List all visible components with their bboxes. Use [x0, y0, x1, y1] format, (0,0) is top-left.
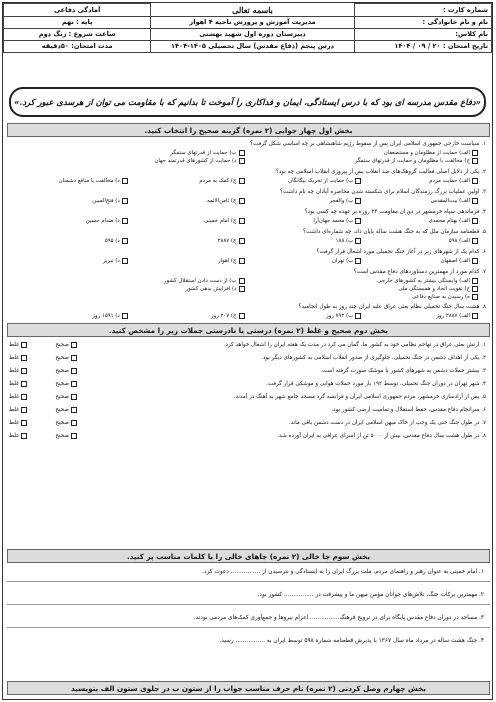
- option[interactable]: [128, 177, 245, 185]
- option-label: ج) امام خمینی: [203, 218, 237, 224]
- option[interactable]: [245, 285, 479, 293]
- option-label: الف) بهنام محمدی: [428, 218, 470, 224]
- option-label: د) صدام حسین: [85, 218, 120, 224]
- section-3-title: بخش سوم جا خالی (۲ نمره) جاهای خالی را با کلمات مناسب پر کنید.: [7, 549, 490, 563]
- option[interactable]: [361, 312, 478, 320]
- checkbox-icon[interactable]: [355, 178, 361, 184]
- false-option[interactable]: [9, 367, 27, 376]
- checkbox-icon[interactable]: [122, 258, 128, 264]
- bismillah: باسمه تعالی: [232, 4, 273, 15]
- option[interactable]: [361, 177, 478, 185]
- checkbox-icon[interactable]: [355, 258, 361, 264]
- false-option[interactable]: [9, 354, 27, 363]
- checkbox-icon[interactable]: [71, 420, 77, 426]
- statement: ۱. ارتش بعثی عراق در تهاجم نظامی خود به کشور ما، گمان می کرد در مدت یک هفته ایران را اشغال خواهد کرد.: [223, 342, 486, 348]
- option-label: الف) وابستگی بیشتر به کشورهای خارجی: [377, 278, 470, 284]
- school-name: دبیرستان دوره اول شهید بهشتی: [151, 28, 354, 40]
- checkbox-icon[interactable]: [239, 198, 245, 204]
- option-label: الف) حمایت از مظلومان و مستضعفان: [383, 150, 470, 156]
- statement: ۳. بیشتر حملات دشمن به شهرهای کشور با موشک صورت گرفته است.: [320, 368, 486, 374]
- checkbox-icon[interactable]: [472, 150, 478, 156]
- option-label: د) فتح‌المبین: [92, 198, 120, 204]
- option[interactable]: [11, 217, 128, 225]
- option[interactable]: [245, 237, 362, 245]
- option[interactable]: [128, 257, 245, 265]
- checkbox-icon[interactable]: [71, 394, 77, 400]
- checkbox-icon[interactable]: [122, 218, 128, 224]
- option[interactable]: [128, 197, 245, 205]
- checkbox-icon[interactable]: [71, 433, 77, 439]
- question-7-options-row-1: [11, 277, 478, 285]
- option-label: ج) کمک به مردم: [199, 178, 237, 184]
- option[interactable]: [11, 149, 245, 157]
- section-1-title: بخش اول چهار جوابی (۲ نمره) گزینه صحیح را انتخاب کنید.: [7, 123, 490, 137]
- true-false-row: [9, 419, 486, 428]
- checkbox-icon[interactable]: [239, 178, 245, 184]
- option-label: ب) از دست دادن استقلال کشور: [163, 278, 237, 284]
- student-name-label: نام و نام خانوادگی :: [354, 16, 491, 28]
- exam-date: [354, 40, 491, 52]
- option-label: ج) اهواز: [217, 258, 237, 264]
- statement: ۲. یکی از اهداف دشمن در جنگ تحمیلی، جلوگیری از صدور انقلاب اسلامی به کشورهای دیگر بود.: [261, 355, 486, 361]
- true-false-choices: [9, 354, 77, 363]
- option[interactable]: [11, 257, 128, 265]
- question-5-options: [11, 237, 478, 245]
- question-5: ۵. قطعنامه سازمان ملل که به جنگ هشت ساله پایان داد، چه شماره‌ای داشت؟: [303, 229, 486, 235]
- false-label: غلط: [9, 433, 20, 439]
- question-8-options: [11, 312, 478, 320]
- grade-level: پایه : نهم: [4, 16, 151, 28]
- option-label: الف) ۲۸۸۷ روز: [436, 313, 470, 319]
- true-option[interactable]: [55, 406, 77, 415]
- option-label: ب) ۷۹۲ روز: [326, 313, 354, 319]
- divider: [7, 627, 490, 628]
- checkbox-icon[interactable]: [239, 150, 245, 156]
- false-label: غلط: [9, 394, 20, 400]
- section-4-title: بخش چهارم وصل کردنی (۲ نمره) نام حرف مناسب جواب را از ستون ب در جلوی ستون الف بنویسید: [7, 681, 490, 695]
- divider: [7, 604, 490, 605]
- checkbox-icon[interactable]: [472, 286, 478, 292]
- question-3: ۳. اولین عملیات بزرگ رزمندگان اسلام برای شکسته شدن محاصره آبادان چه نام داشت؟: [280, 189, 486, 195]
- checkbox-icon[interactable]: [122, 198, 128, 204]
- option[interactable]: [11, 157, 245, 165]
- option-label: الف) بیت‌المقدس: [430, 198, 470, 204]
- true-label: صحیح: [55, 381, 69, 387]
- true-false-choices: [9, 432, 77, 441]
- question-6-options: [11, 257, 478, 265]
- true-option[interactable]: [55, 354, 77, 363]
- option[interactable]: [128, 312, 245, 320]
- fill-blank-3[interactable]: ۳. مساجد در دوران دفاع مقدس پایگاه برای در ترویج فرهنگ................ اعزام نیروها و جمع‌آوری کمک‌های مردمی بودند.: [193, 615, 484, 621]
- true-false-row: [9, 432, 486, 441]
- option-label: ه) رسیدن به صنایع دفاعی: [411, 294, 470, 300]
- question-1-options-row-1: [11, 149, 478, 157]
- exam-date-label: تاریخ امتحان :: [442, 42, 488, 50]
- checkbox-icon[interactable]: [71, 342, 77, 348]
- question-6: ۶. کدام یک از شهرهای زیر در آغاز جنگ تحمیلی مورد اشغال قرار گرفت؟: [316, 249, 486, 255]
- checkbox-icon[interactable]: [71, 368, 77, 374]
- false-option[interactable]: [9, 419, 27, 428]
- option-label: د) مخالفت با منافع دشمنان: [58, 178, 120, 184]
- checkbox-icon[interactable]: [71, 407, 77, 413]
- true-false-row: [9, 367, 486, 376]
- checkbox-icon[interactable]: [21, 381, 27, 387]
- true-label: صحیح: [55, 355, 69, 361]
- false-option[interactable]: [9, 432, 27, 441]
- true-option[interactable]: [55, 393, 77, 402]
- option-label: د) تبریز: [102, 258, 120, 264]
- option[interactable]: [11, 237, 128, 245]
- option[interactable]: [245, 177, 362, 185]
- checkbox-icon[interactable]: [71, 381, 77, 387]
- fill-blank-4[interactable]: ۴. جنگ هشت ساله در مرداد ماه سال ۱۳۶۷ با پذیرش قطعنامه شماره ۵۹۸ توسط ایران به ................ رسید.: [219, 638, 484, 644]
- exam-duration: مدت امتحان: ۵۰دقیقه: [4, 40, 151, 52]
- checkbox-icon[interactable]: [472, 258, 478, 264]
- checkbox-icon[interactable]: [472, 278, 478, 284]
- true-false-row: [9, 393, 486, 402]
- option[interactable]: [11, 197, 128, 205]
- checkbox-icon[interactable]: [355, 218, 361, 224]
- false-label: غلط: [9, 355, 20, 361]
- class-label: نام کلاس:: [354, 28, 491, 40]
- checkbox-icon[interactable]: [239, 218, 245, 224]
- true-option[interactable]: [55, 432, 77, 441]
- true-false-row: [9, 341, 486, 350]
- subject-field: آمادگی دفاعی: [4, 4, 151, 17]
- option-label: د) ۵۹۵: [104, 238, 120, 244]
- option-label: الف) اصفهان: [440, 258, 470, 264]
- option[interactable]: [361, 257, 478, 265]
- checkbox-icon[interactable]: [122, 178, 128, 184]
- option-label: الف) حمایت مردم: [429, 178, 470, 184]
- option-label: الف) ۵۹۸: [448, 238, 470, 244]
- option[interactable]: [245, 197, 362, 205]
- checkbox-icon[interactable]: [355, 238, 361, 244]
- checkbox-icon[interactable]: [355, 313, 361, 319]
- question-4-options: [11, 217, 478, 225]
- fill-blank-2[interactable]: ۲. مهمترین برکات جنگ، تلاش‌های جوانان مؤمن میهن ما و پیشرفت در ................ کشور بود.: [257, 592, 484, 598]
- option-label: ب) حمایت از قدرتهای ستمگر: [170, 150, 237, 156]
- true-false-row: [9, 406, 486, 415]
- option[interactable]: [11, 312, 128, 320]
- option-label: ب) تهران: [331, 258, 354, 264]
- true-false-choices: [9, 406, 77, 415]
- option-label: ب) حمایت از تحریک بیگانگان: [288, 178, 354, 184]
- checkbox-icon[interactable]: [21, 394, 27, 400]
- checkbox-icon[interactable]: [21, 420, 27, 426]
- question-3-options: [11, 197, 478, 205]
- true-false-choices: [9, 341, 77, 350]
- checkbox-icon[interactable]: [21, 433, 27, 439]
- option[interactable]: [245, 157, 479, 165]
- option[interactable]: [245, 277, 479, 285]
- checkbox-icon[interactable]: [21, 355, 27, 361]
- option[interactable]: [361, 217, 478, 225]
- question-4: ۴. فرماندهی سپاه خرمشهر در دوران مقاومت ۳۴ روزه بر عهده چه کسی بود؟: [304, 209, 486, 215]
- option-label: ج) ۲۸۸۷: [217, 238, 237, 244]
- question-7-options-row-2: [11, 285, 478, 293]
- true-label: صحیح: [55, 407, 69, 413]
- exam-sheet: [2, 2, 493, 700]
- lesson-title: درس پنجم (دفاع مقدس) سال تحصیلی ۱۴۰۵-۱۴۰۴: [151, 40, 354, 52]
- option[interactable]: [361, 237, 478, 245]
- option-label: د) ۱۵۹۱ روز: [92, 313, 120, 319]
- checkbox-icon[interactable]: [239, 158, 245, 164]
- true-label: صحیح: [55, 342, 69, 348]
- true-false-choices: [9, 380, 77, 389]
- start-time: ساعت شروع : زنگ دوم: [4, 28, 151, 40]
- statement: ۴. شهر تهران در دوران جنگ تحمیلی، توسط ۱۹۲ بار مورد حملات هوایی و موشکی قرار گرفت.: [266, 381, 486, 387]
- option[interactable]: [128, 217, 245, 225]
- option[interactable]: [128, 237, 245, 245]
- divider: [7, 581, 490, 582]
- true-label: صحیح: [55, 420, 69, 426]
- statement: ۷. در طول جنگ حتی یک وجب از خاک میهن اسلامی ایران در دست دشمن باقی ماند.: [288, 420, 486, 426]
- false-option[interactable]: [9, 380, 27, 389]
- false-label: غلط: [9, 342, 20, 348]
- option-label: د) افزایش بدهی کشور: [185, 286, 237, 292]
- true-false-choices: [9, 393, 77, 402]
- statement: ۵. پس از آزادسازی خرمشهر، مردم جمهوری اسلامی ایران و فرانسه گرد مسجد جامع شهر به آهنگ در آمدند.: [233, 394, 486, 400]
- option[interactable]: [11, 177, 128, 185]
- checkbox-icon[interactable]: [71, 355, 77, 361]
- checkbox-icon[interactable]: [472, 313, 478, 319]
- section-2-title: بخش دوم صحیح و غلط (۲ نمره) درستی یا نادرستی جملات زیر را مشخص کنید.: [7, 323, 490, 337]
- motto-banner: «دفاع مقدس مدرسه ای بود که با درس ایستادگی، ایمان و فداکاری را آموخت تا بدانیم که با مقاومت می توان از هرسدی عبور کرد.»: [9, 87, 486, 117]
- checkbox-icon[interactable]: [122, 313, 128, 319]
- option-label: ب) ۱۸۸: [335, 238, 354, 244]
- option[interactable]: [11, 277, 245, 285]
- question-1-options-row-2: [11, 157, 478, 165]
- fill-blank-1[interactable]: ۱. امام خمینی به عنوان رهبر و راهنمای مردم، ملت بزرگ ایران را به ایستادگی و نترسیدن از ................ دعوت کرد.: [202, 569, 484, 575]
- true-label: صحیح: [55, 433, 69, 439]
- checkbox-icon[interactable]: [21, 368, 27, 374]
- option[interactable]: [245, 149, 479, 157]
- false-option[interactable]: [9, 341, 27, 350]
- option-label: ج) تقویت اتحاد و همبستگی ملی: [398, 286, 470, 292]
- false-option[interactable]: [9, 406, 27, 415]
- option[interactable]: [361, 197, 478, 205]
- true-false-row: [9, 354, 486, 363]
- true-false-choices: [9, 419, 77, 428]
- option[interactable]: [245, 257, 362, 265]
- option-label: د) حمایت از کشورهای قدرتمند جهان: [154, 158, 237, 164]
- option-label: ج) ۲۰۷ روز: [210, 313, 237, 319]
- false-option[interactable]: [9, 393, 27, 402]
- true-false-choices: [9, 367, 77, 376]
- option[interactable]: [11, 293, 478, 301]
- true-option[interactable]: [55, 341, 77, 350]
- checkbox-icon[interactable]: [239, 238, 245, 244]
- true-option[interactable]: [55, 380, 77, 389]
- true-label: صحیح: [55, 368, 69, 374]
- option-label: ب) محمد جهان‌آرا: [313, 218, 354, 224]
- false-label: غلط: [9, 381, 20, 387]
- checkbox-icon[interactable]: [472, 238, 478, 244]
- checkbox-icon[interactable]: [239, 313, 245, 319]
- checkbox-icon[interactable]: [472, 218, 478, 224]
- checkbox-icon[interactable]: [355, 198, 361, 204]
- option-label: ج) مخالفت با مظلومان و حمایت از قدرتهای ستمگر: [354, 158, 470, 164]
- card-number-label: شماره کارت :: [354, 4, 491, 17]
- question-2-options: [11, 177, 478, 185]
- question-1: ۱. سیاست خارجی جمهوری اسلامی ایران پس از سقوط رژیم شاهنشاهی بر چه اساسی شکل گرفت؟: [250, 141, 486, 147]
- exam-date-value: ۲۰ / ۰۹ / ۱۴۰۴: [394, 42, 441, 50]
- option[interactable]: [245, 217, 362, 225]
- checkbox-icon[interactable]: [239, 278, 245, 284]
- statement: ۶. سرانجام دفاع مقدس، حفظ استقلال و تمامیت ارضی کشور بود.: [331, 407, 486, 413]
- checkbox-icon[interactable]: [472, 178, 478, 184]
- directorate-name: مدیریت آموزش و پرورش ناحیه ۴ اهواز: [151, 16, 354, 28]
- checkbox-icon[interactable]: [472, 198, 478, 204]
- option-label: ج) ثامن‌الائمه: [206, 198, 237, 204]
- checkbox-icon[interactable]: [21, 342, 27, 348]
- checkbox-icon[interactable]: [239, 286, 245, 292]
- exam-header: [3, 3, 492, 85]
- statement: ۸. در طول هشت سال دفاع مقدس، بیش از ۵۰۰۰ تن از اسرای عراقی به ایران آورده شد.: [277, 433, 486, 439]
- question-8: ۸. هشت سال جنگ تحمیلی نظام بعثی عراق علیه ایران چند روز به طول انجامید؟: [298, 304, 486, 310]
- true-option[interactable]: [55, 367, 77, 376]
- true-option[interactable]: [55, 419, 77, 428]
- checkbox-icon[interactable]: [472, 294, 478, 300]
- option[interactable]: [11, 285, 245, 293]
- true-false-row: [9, 380, 486, 389]
- question-7: ۷. کدام مورد از مهمترین دستاوردهای دفاع مقدس است؟: [353, 269, 486, 275]
- false-label: غلط: [9, 368, 20, 374]
- option-label: ب) والفجر: [329, 198, 354, 204]
- true-label: صحیح: [55, 394, 69, 400]
- question-7-options-row-3: [11, 293, 478, 301]
- question-2: ۲. یکی از دلایل اصلی فعالیت گروهک‌های ضد انقلاب پس از پیروزی انقلاب اسلامی چه بود؟: [275, 169, 486, 175]
- checkbox-icon[interactable]: [122, 238, 128, 244]
- false-label: غلط: [9, 420, 20, 426]
- checkbox-icon[interactable]: [472, 158, 478, 164]
- checkbox-icon[interactable]: [239, 258, 245, 264]
- option[interactable]: [245, 312, 362, 320]
- false-label: غلط: [9, 407, 20, 413]
- checkbox-icon[interactable]: [21, 407, 27, 413]
